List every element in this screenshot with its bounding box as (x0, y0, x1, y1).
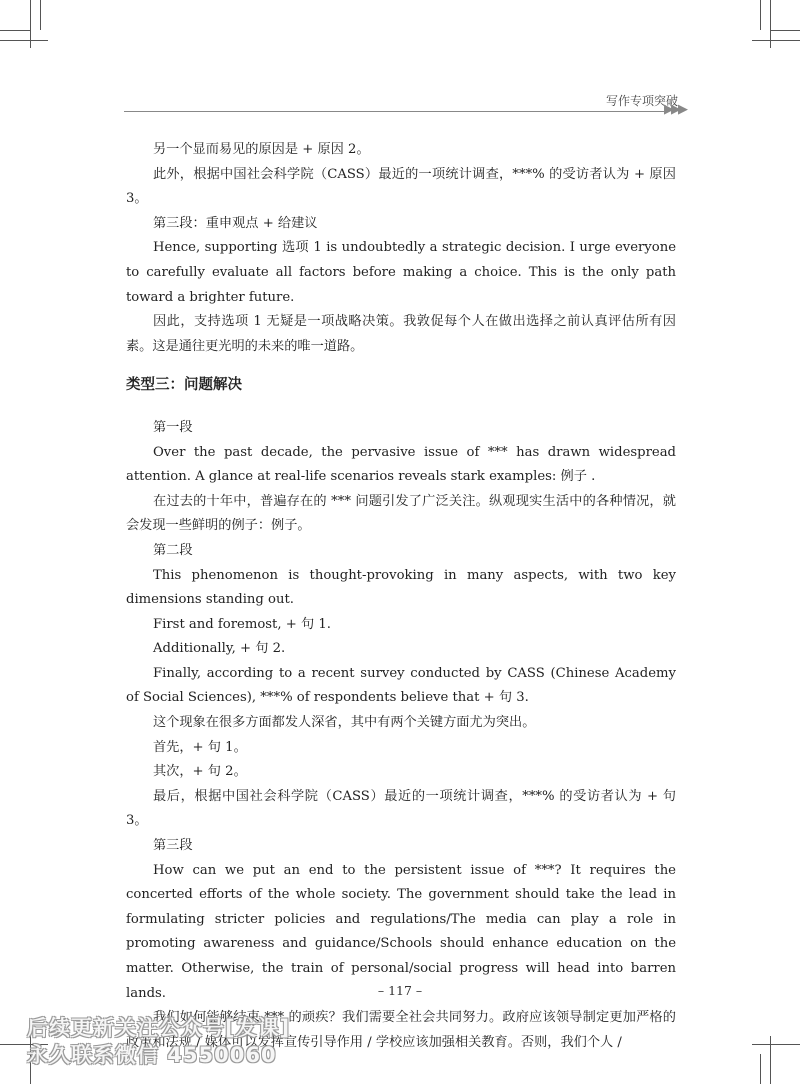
watermark-line: 永久联系微信 4550060 (27, 1043, 277, 1067)
page-body (126, 138, 676, 1055)
paragraph: 第三段：重申观点 + 给建议 (153, 215, 318, 231)
crop-mark (770, 30, 800, 31)
paragraph: 第二段 (153, 542, 193, 558)
paragraph: 因此，支持选项 1 无疑是一项战略决策。我敦促每个人在做出选择之前认真评估所有因素。这是通往更光明的未来的唯一道路。 (126, 314, 676, 354)
running-header: 写作专项突破 (605, 94, 678, 108)
paragraph: 此外，根据中国社会科学院（CASS）最近的一项统计调查，***% 的受访者认为 + 原因 3。 (126, 166, 676, 207)
paragraph: 在过去的十年中，普遍存在的 *** 问题引发了广泛关注。纵观现实生活中的各种情况，就会发现一些鲜明的例子：例子。 (126, 493, 676, 534)
header-rule (124, 111, 664, 112)
paragraph: 最后，根据中国社会科学院（CASS）最近的一项统计调查，***% 的受访者认为 + 句 3。 (126, 788, 676, 829)
paragraph: Hence, supporting 选项 1 is undoubtedly a strategic decision. I urge everyone to carefully evaluate all factors before making a choice. This is the only path toward a brighter future. (126, 240, 676, 305)
paragraph: 第三段 (153, 838, 193, 854)
crop-mark (760, 1054, 761, 1084)
paragraph: 其次，+ 句 2。 (153, 764, 247, 780)
triple-arrow-icon: ▶▶▶ (664, 102, 685, 117)
crop-mark (0, 30, 30, 31)
paragraph: First and foremost, + 句 1. (153, 616, 331, 632)
crop-mark (752, 1044, 800, 1045)
paragraph: 我们如何能够结束 *** 的顽疾？我们需要全社会共同努力。政府应该领导制定更加严格的政策和法规 / 媒体可以发挥宣传引导作用 / 学校应该加强相关教育。否则，我们个人 / (126, 1010, 676, 1050)
crop-mark (752, 40, 800, 41)
paragraph: Over the past decade, the pervasive issue of *** has drawn widespread attention. A glance at real-life scenarios reveals stark examples: 例子 . (126, 444, 676, 485)
watermark (27, 1015, 290, 1069)
paragraph: 这个现象在很多方面都发人深省，其中有两个关键方面尤为突出。 (153, 715, 536, 731)
section-heading: 类型三：问题解决 (126, 377, 242, 394)
page-number: – 117 – (377, 983, 423, 998)
paragraph: How can we put an end to the persistent issue of ***? It requires the concerted efforts of the whole society. The government should take the lead in formulating stricter policies and regulations/The media can play a role in promoting awareness and guidance/Schools should enhance education on the matter. Otherwise, the train of personal/social progress will head into barren lands. (126, 862, 676, 1001)
paragraph: 第一段 (153, 419, 193, 435)
paragraph: Additionally, + 句 2. (153, 641, 286, 657)
paragraph: 首先，+ 句 1。 (153, 739, 247, 755)
paragraph: Finally, according to a recent survey conducted by CASS (Chinese Academy of Social Sciences), ***% of respondents believe that + 句 3. (126, 665, 676, 706)
paragraph: 另一个显而易见的原因是 + 原因 2。 (153, 142, 370, 157)
watermark-line: 后续更新关注公众号[发课] (27, 1016, 291, 1040)
crop-mark (40, 0, 41, 30)
crop-mark (0, 40, 48, 41)
crop-mark (760, 0, 761, 30)
paragraph: This phenomenon is thought-provoking in many aspects, with two key dimensions standing out. (126, 567, 676, 608)
